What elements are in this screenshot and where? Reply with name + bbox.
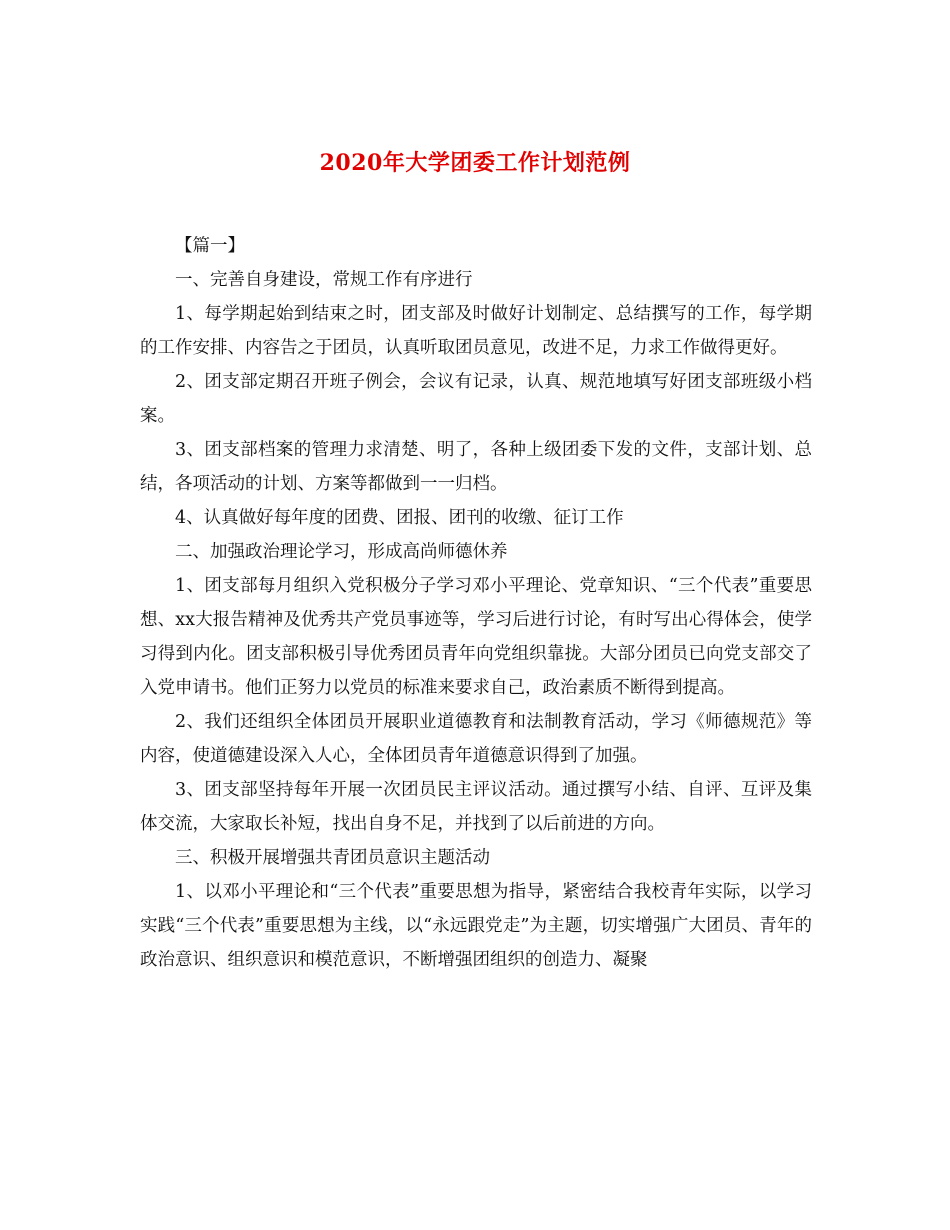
document-title: 2020年大学团委工作计划范例 xyxy=(319,150,631,176)
paragraph: 1、以邓小平理论和“三个代表”重要思想为指导，紧密结合我校青年实际，以学习实践“三个代表”重要思想为主线，以“永远跟党走”为主题，切实增强广大团员、青年的政治意识、组织意识和模范意识，不断增强团组织的创造力、凝聚 xyxy=(140,882,812,970)
section-heading: 二、加强政治理论学习，形成高尚师德休养 xyxy=(175,542,508,562)
paragraph: 1、每学期起始到结束之时，团支部及时做好计划制定、总结撰写的工作，每学期的工作安排、内容告之于团员，认真听取团员意见，改进不足，力求工作做得更好。 xyxy=(140,304,812,358)
section-heading: 三、积极开展增强共青团员意识主题活动 xyxy=(175,848,490,868)
paragraph: 4、认真做好每年度的团费、团报、团刊的收缴、征订工作 xyxy=(175,508,624,528)
paragraph: 3、团支部坚持每年开展一次团员民主评议活动。通过撰写小结、自评、互评及集体交流，大家取长补短，找出自身不足，并找到了以后前进的方向。 xyxy=(140,780,812,834)
paragraph: 3、团支部档案的管理力求清楚、明了，各种上级团委下发的文件，支部计划、总结，各项活动的计划、方案等都做到一一归档。 xyxy=(140,440,812,494)
section-heading: 一、完善自身建设，常规工作有序进行 xyxy=(175,270,473,290)
paragraph: 1、团支部每月组织入党积极分子学习邓小平理论、党章知识、“三个代表”重要思想、xx大报告精神及优秀共产党员事迹等，学习后进行讨论，有时写出心得体会，使学习得到内化。团支部积极引导优秀团员青年向党组织靠拢。大部分团员已向党支部交了入党申请书。他们正努力以党员的标准来要求自己，政治素质不断得到提高。 xyxy=(140,576,812,698)
paragraph: 2、我们还组织全体团员开展职业道德教育和法制教育活动，学习《师德规范》等内容，使道德建设深入人心，全体团员青年道德意识得到了加强。 xyxy=(140,712,812,766)
paragraph: 2、团支部定期召开班子例会，会议有记录，认真、规范地填写好团支部班级小档案。 xyxy=(140,372,812,426)
document-body xyxy=(140,229,812,977)
section-label: 【篇一】 xyxy=(175,236,245,256)
